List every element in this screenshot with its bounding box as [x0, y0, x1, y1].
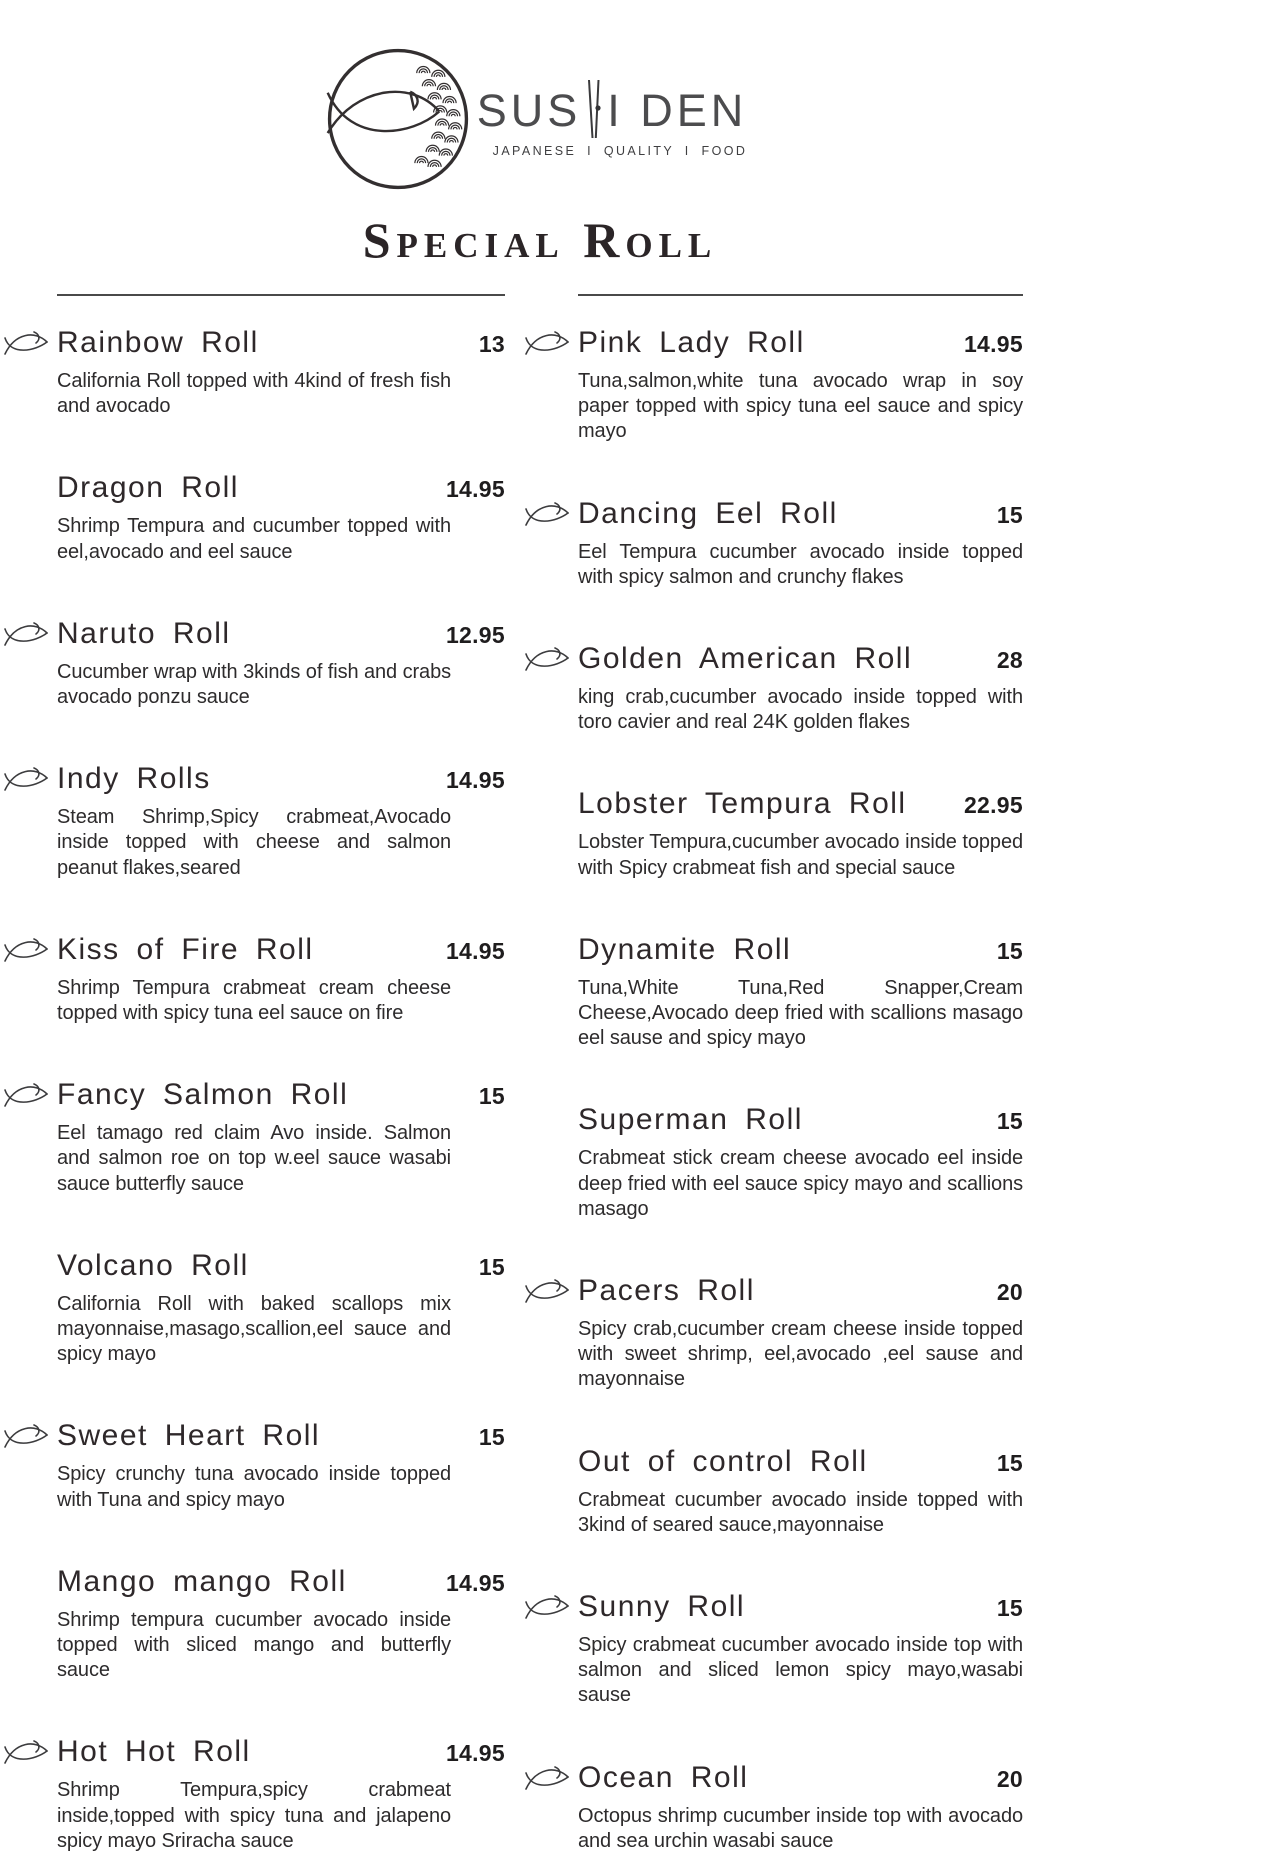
- menu-item-name: Mango mango Roll: [57, 1564, 347, 1598]
- menu-item-header: [578, 642, 1023, 675]
- menu-page: [57, 0, 1023, 1854]
- menu-item: [57, 617, 505, 710]
- menu-item-header: [57, 326, 505, 359]
- fish-icon: [524, 1593, 570, 1621]
- fish-icon: [3, 620, 49, 648]
- column-rule-left: [57, 294, 505, 296]
- brand-name: [477, 81, 748, 141]
- brand-text-block: [477, 81, 758, 158]
- fish-icon: [3, 1081, 49, 1109]
- menu-item-header: [57, 762, 505, 795]
- menu-item: [578, 787, 1023, 880]
- menu-item-price: 15: [478, 1253, 505, 1280]
- menu-item-price: 15: [996, 1449, 1023, 1476]
- menu-item-description: Lobster Tempura,cucumber avocado inside topped with Spicy crabmeat fish and special sauce: [578, 831, 1023, 879]
- menu-item-name: Fancy Salmon Roll: [57, 1078, 349, 1112]
- menu-item-description: Tuna,salmon,white tuna avocado wrap in soy paper topped with spicy tuna eel sauce and spicy mayo: [578, 370, 1023, 443]
- menu-item-name: Volcano Roll: [57, 1248, 249, 1282]
- menu-item: [578, 1761, 1023, 1854]
- menu-item-name: Pacers Roll: [578, 1274, 755, 1308]
- menu-item: [57, 1249, 505, 1368]
- menu-item-header: [578, 933, 1023, 966]
- fish-icon: [524, 1764, 570, 1792]
- chopsticks-icon: [582, 79, 606, 139]
- fish-icon: [3, 765, 49, 793]
- menu-item-name: Golden American Roll: [578, 642, 913, 676]
- menu-item: [578, 642, 1023, 735]
- menu-item: [57, 326, 505, 419]
- menu-item-name: Sweet Heart Roll: [57, 1419, 321, 1453]
- menu-item-description: Cucumber wrap with 3kinds of fish and crabs avocado ponzu sauce: [57, 660, 451, 709]
- menu-item-name: Dancing Eel Roll: [578, 496, 838, 530]
- menu-item-description: Shrimp Tempura and cucumber topped with eel,avocado and eel sauce: [57, 515, 451, 563]
- menu-item-name: Naruto Roll: [57, 616, 231, 650]
- menu-item-header: [57, 617, 505, 650]
- page-title: Special Roll: [362, 212, 718, 268]
- menu-item-price: 28: [996, 647, 1023, 674]
- menu-column-right: [578, 294, 1023, 1854]
- menu-item-description: Tuna,White Tuna,Red Snapper,Cream Cheese,Avocado deep fried with scallions masago eel sause and spicy mayo: [578, 976, 1023, 1050]
- menu-item-name: Hot Hot Roll: [57, 1735, 251, 1769]
- menu-item-name: Ocean Roll: [578, 1760, 749, 1794]
- fish-icon: [3, 1738, 49, 1766]
- menu-item-description: Eel tamago red claim Avo inside. Salmon and salmon roe on top w.eel sauce wasabi sauce butterfly sauce: [57, 1122, 451, 1195]
- menu-item: [57, 1419, 505, 1512]
- menu-item-price: 14.95: [445, 937, 505, 964]
- menu-items-right: [578, 326, 1023, 1854]
- menu-item-price: 15: [478, 1083, 505, 1110]
- menu-column-left: [57, 294, 505, 1854]
- menu-item-header: [57, 1249, 505, 1282]
- menu-item-price: 14.95: [445, 476, 505, 503]
- menu-item-price: 15: [996, 937, 1023, 964]
- menu-item-header: [578, 326, 1023, 359]
- menu-item: [57, 1078, 505, 1197]
- menu-item-price: 20: [996, 1765, 1023, 1792]
- menu-item-description: California Roll topped with 4kind of fresh fish and avocado: [57, 370, 451, 418]
- brand-name-part2: I DEN: [607, 85, 748, 136]
- menu-item-price: 15: [996, 1108, 1023, 1135]
- menu-item: [57, 471, 505, 564]
- menu-item-price: 15: [996, 1595, 1023, 1622]
- menu-item-description: Shrimp Tempura crabmeat cream cheese topped with spicy tuna eel sauce on fire: [57, 976, 451, 1025]
- menu-item-description: Spicy crabmeat cucumber avocado inside top with salmon and sliced lemon spicy mayo,wasabi sause: [578, 1634, 1023, 1707]
- menu-item-header: [578, 1103, 1023, 1136]
- menu-item-description: Octopus shrimp cucumber inside top with avocado and sea urchin wasabi sauce: [578, 1804, 1023, 1852]
- menu-items-left: [57, 326, 505, 1854]
- menu-item-header: [57, 933, 505, 966]
- menu-item: [578, 1445, 1023, 1538]
- menu-item-header: [578, 1445, 1023, 1478]
- menu-item-header: [578, 1590, 1023, 1623]
- menu-item-price: 14.95: [445, 767, 505, 794]
- menu-item-price: 13: [478, 331, 505, 357]
- menu-item-name: Superman Roll: [578, 1103, 803, 1137]
- menu-item-header: [578, 497, 1023, 530]
- menu-item: [57, 762, 505, 881]
- menu-item-description: Eel Tempura cucumber avocado inside topped with spicy salmon and crunchy flakes: [578, 540, 1023, 588]
- menu-item-name: Pink Lady Roll: [578, 326, 805, 359]
- menu-item-price: 14.95: [445, 1569, 505, 1596]
- menu-item-description: Steam Shrimp,Spicy crabmeat,Avocado inside topped with cheese and salmon peanut flakes,seared: [57, 806, 451, 879]
- menu-item-header: [57, 1419, 505, 1452]
- menu-item-name: Dragon Roll: [57, 471, 239, 505]
- menu-item-description: Crabmeat cucumber avocado inside topped with 3kind of seared sauce,mayonnaise: [578, 1488, 1023, 1536]
- menu-item-price: 14.95: [445, 1740, 505, 1767]
- menu-item-header: [57, 1078, 505, 1111]
- menu-item: [57, 933, 505, 1026]
- menu-item-header: [578, 1761, 1023, 1794]
- menu-item-description: Spicy crunchy tuna avocado inside topped with Tuna and spicy mayo: [57, 1463, 451, 1511]
- menu-item-header: [57, 1565, 505, 1598]
- menu-item-price: 20: [996, 1279, 1023, 1306]
- menu-item: [57, 1565, 505, 1684]
- menu-item-name: Lobster Tempura Roll: [578, 787, 907, 821]
- brand-logo: [323, 44, 758, 194]
- menu-item: [578, 1103, 1023, 1222]
- brand-name-part1: SUS: [476, 85, 582, 136]
- menu-item: [578, 326, 1023, 445]
- fish-icon: [524, 500, 570, 528]
- menu-item-description: Shrimp Tempura,spicy crabmeat inside,topped with spicy tuna and jalapeno spicy mayo Sriracha sauce: [57, 1779, 451, 1852]
- column-rule-right: [578, 294, 1023, 296]
- menu-item-description: Spicy crab,cucumber cream cheese inside topped with sweet shrimp, eel,avocado ,eel sause and mayonnaise: [578, 1318, 1023, 1391]
- fish-icon: [524, 1277, 570, 1305]
- menu-item-description: king crab,cucumber avocado inside topped with toro cavier and real 24K golden flakes: [578, 686, 1023, 734]
- menu-item-name: Kiss of Fire Roll: [57, 932, 314, 966]
- menu-item: [578, 933, 1023, 1052]
- menu-item-price: 15: [996, 501, 1023, 528]
- menu-item-header: [57, 471, 505, 504]
- fish-icon: [524, 329, 570, 357]
- menu-item: [578, 1590, 1023, 1709]
- menu-item-header: [57, 1735, 505, 1768]
- fish-icon: [3, 1422, 49, 1450]
- fish-icon: [3, 936, 49, 964]
- menu-item-name: Dynamite Roll: [578, 932, 792, 966]
- menu-item-description: California Roll with baked scallops mix mayonnaise,masago,scallion,eel sauce and spicy mayo: [57, 1292, 451, 1366]
- menu-item-name: Indy Rolls: [57, 762, 211, 796]
- menu-item-price: 15: [478, 1424, 505, 1451]
- menu-item-name: Rainbow Roll: [57, 326, 259, 359]
- menu-item-price: 14.95: [963, 331, 1023, 357]
- menu-columns: [57, 294, 1023, 1854]
- menu-item-price: 12.95: [445, 621, 505, 648]
- sushi-den-logo-icon: [323, 44, 473, 194]
- menu-item: [578, 497, 1023, 590]
- fish-icon: [524, 645, 570, 673]
- menu-item-name: Sunny Roll: [578, 1590, 746, 1624]
- header: [57, 0, 1023, 194]
- menu-item-price: 22.95: [963, 792, 1023, 819]
- menu-item-name: Out of control Roll: [578, 1444, 868, 1478]
- menu-item: [578, 1274, 1023, 1393]
- menu-item-description: Shrimp tempura cucumber avocado inside topped with sliced mango and butterfly sauce: [57, 1608, 451, 1682]
- brand-tagline: JAPANESE I QUALITY I FOOD: [492, 143, 748, 158]
- menu-item: [57, 1735, 505, 1854]
- menu-item-header: [578, 1274, 1023, 1307]
- menu-item-description: Crabmeat stick cream cheese avocado eel inside deep fried with eel sauce spicy mayo and scallions masago: [578, 1147, 1023, 1220]
- fish-icon: [3, 329, 49, 357]
- menu-item-header: [578, 787, 1023, 820]
